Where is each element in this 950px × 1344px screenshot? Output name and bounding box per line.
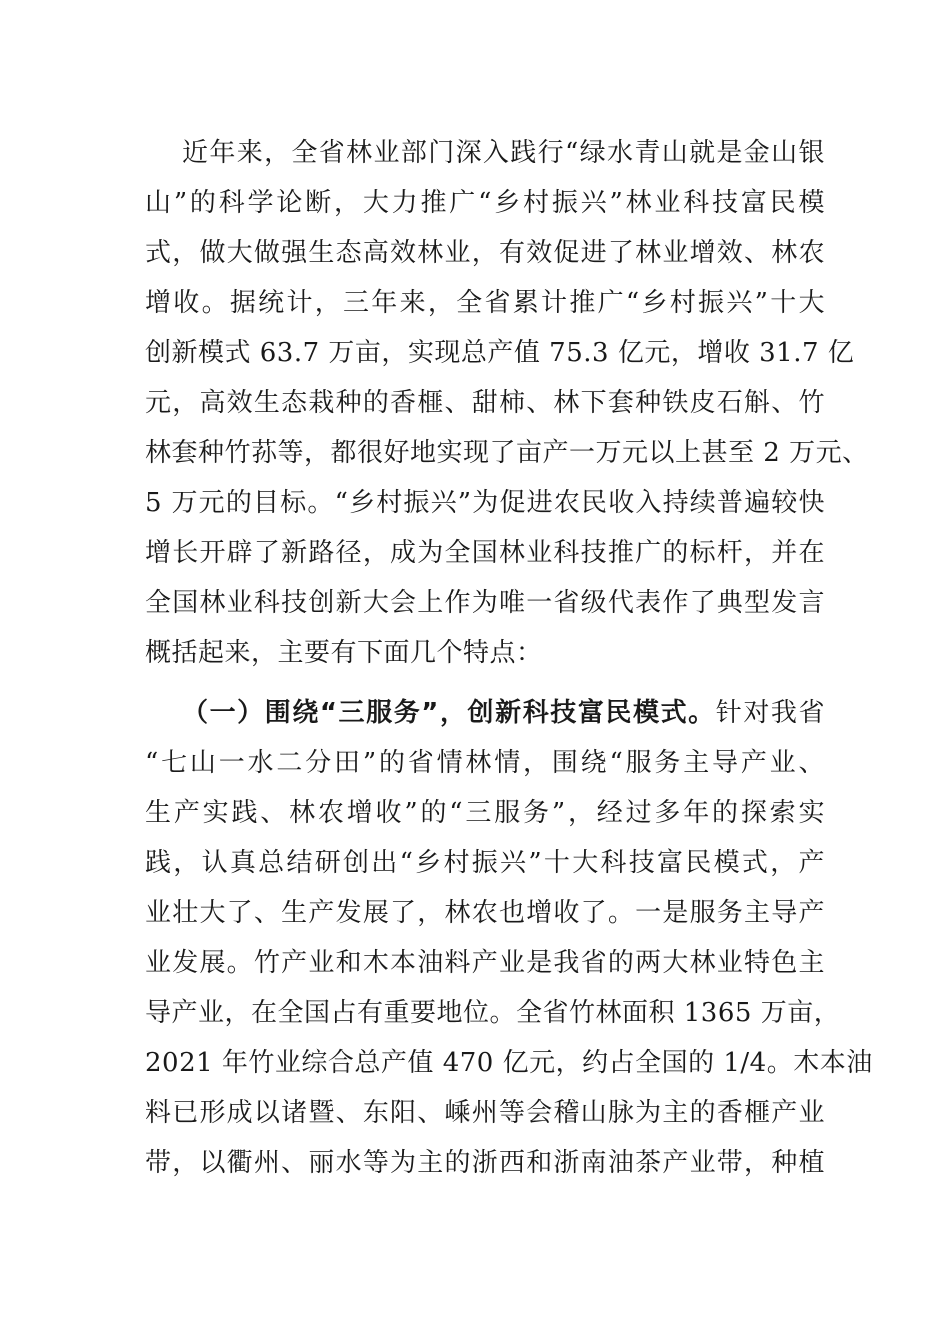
- text-line: 2021 年竹业综合总产值 470 亿元，约占全国的 1/4。木本油: [145, 1048, 873, 1078]
- text-line: 导产业，在全国占有重要地位。全省竹林面积 1365 万亩，: [145, 998, 841, 1028]
- text-line: 践，认真总结研创出“乡村振兴”十大科技富民模式，产: [145, 848, 825, 878]
- text-line: 近年来，全省林业部门深入践行“绿水青山就是金山银: [182, 138, 825, 168]
- text-fragment: 针对我省: [715, 698, 825, 728]
- text-line: 业壮大了、生产发展了，林农也增收了。一是服务主导产: [145, 898, 825, 928]
- text-line: 创新模式 63.7 万亩，实现总产值 75.3 亿元，增收 31.7 亿: [145, 338, 855, 368]
- paragraph-intro: [145, 128, 869, 678]
- text-line: 式，做大做强生态高效林业，有效促进了林业增效、林农: [145, 238, 825, 268]
- text-line: “七山一水二分田”的省情林情，围绕“服务主导产业、: [145, 748, 825, 778]
- section-heading: （一）围绕“三服务”，创新科技富民模式。: [182, 698, 716, 728]
- text-line: 增收。据统计，三年来，全省累计推广“乡村振兴”十大: [145, 288, 825, 318]
- text-line: 概括起来，主要有下面几个特点：: [145, 638, 543, 668]
- text-line: 山”的科学论断，大力推广“乡村振兴”林业科技富民模: [145, 188, 825, 218]
- text-line: 增长开辟了新路径，成为全国林业科技推广的标杆，并在: [145, 538, 825, 568]
- text-line: 带，以衢州、丽水等为主的浙西和浙南油茶产业带，种植: [145, 1148, 825, 1178]
- text-line: 林套种竹荪等，都很好地实现了亩产一万元以上甚至 2 万元、: [145, 438, 869, 468]
- text-line: 全国林业科技创新大会上作为唯一省级代表作了典型发言: [145, 588, 825, 618]
- text-line: 料已形成以诸暨、东阳、嵊州等会稽山脉为主的香榧产业: [145, 1098, 825, 1128]
- text-line: 元，高效生态栽种的香榧、甜柿、林下套种铁皮石斛、竹: [145, 388, 825, 418]
- section-lead-line: [145, 688, 825, 738]
- paragraph-section-one: [145, 688, 873, 1188]
- text-line: 生产实践、林农增收”的“三服务”，经过多年的探索实: [145, 798, 825, 828]
- text-line: 5 万元的目标。“乡村振兴”为促进农民收入持续普遍较快: [145, 488, 825, 518]
- text-line: 业发展。竹产业和木本油料产业是我省的两大林业特色主: [145, 948, 825, 978]
